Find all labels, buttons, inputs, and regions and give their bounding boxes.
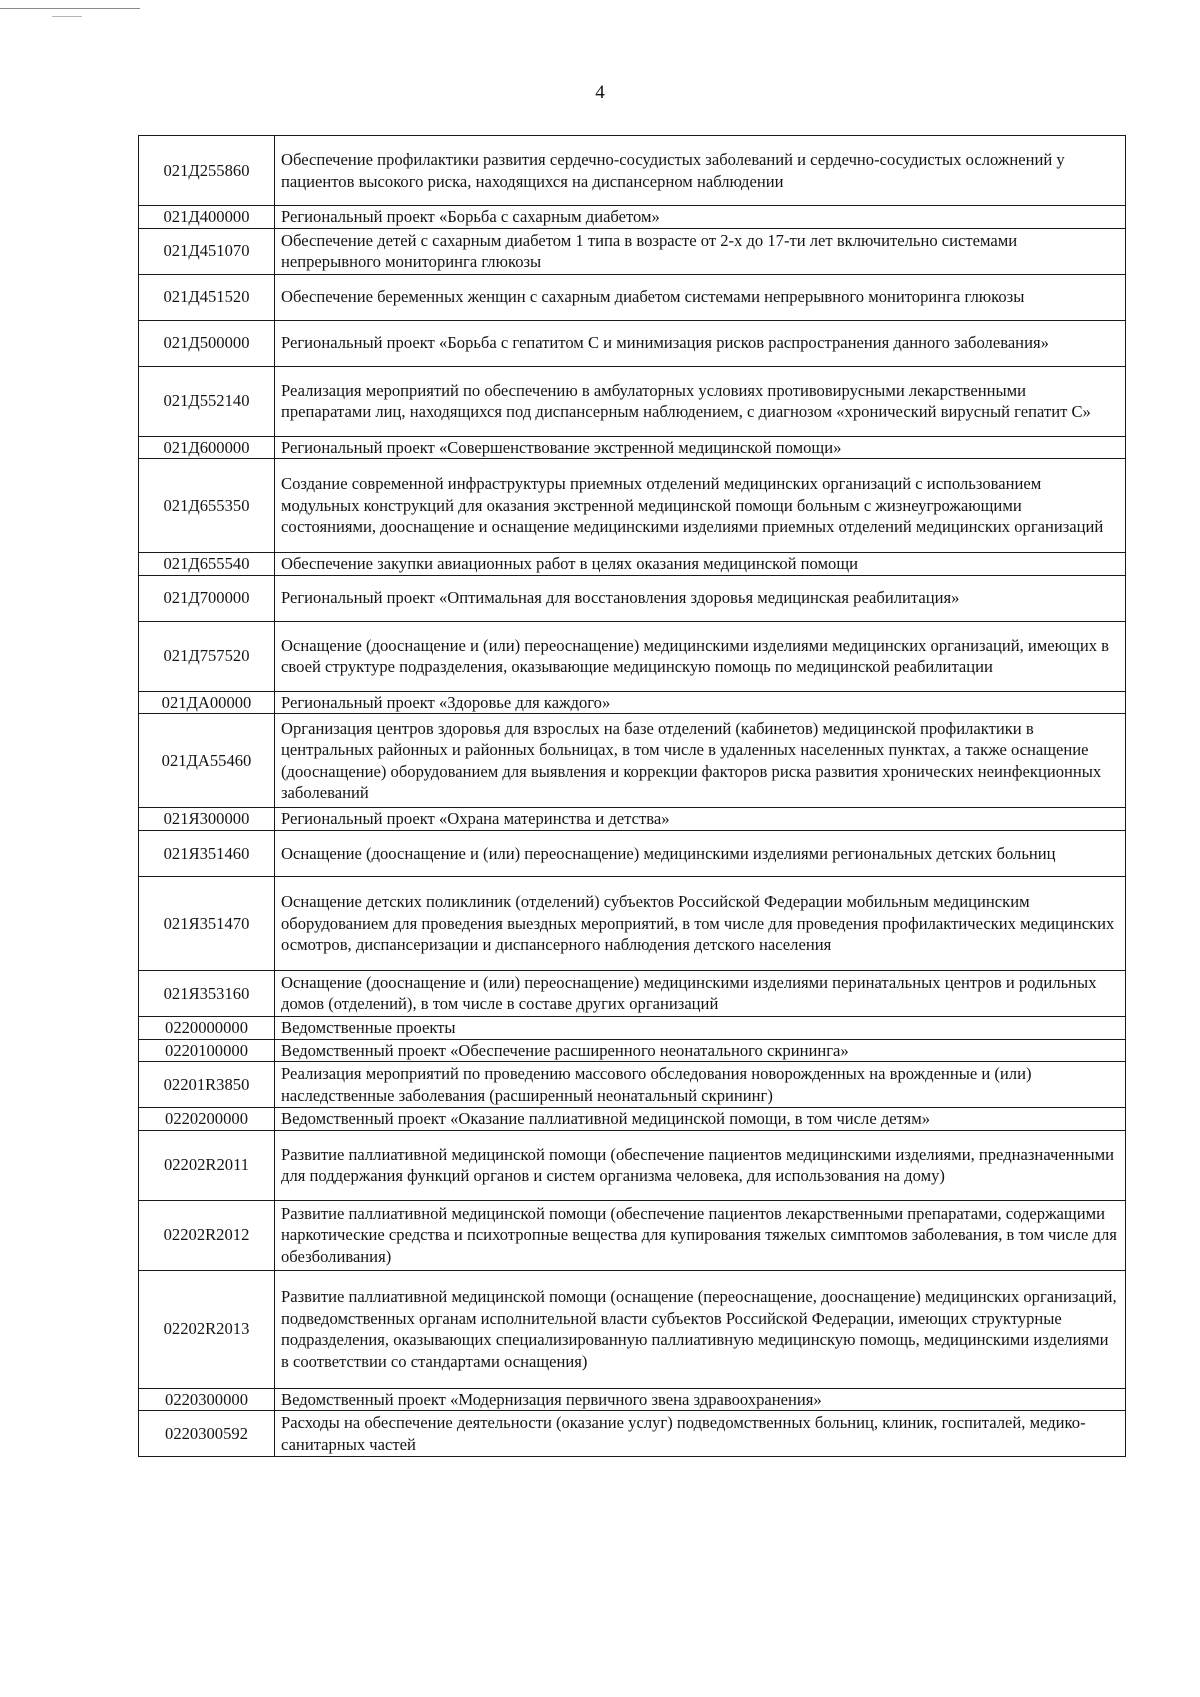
row-code: 021Д451070 — [139, 228, 275, 274]
row-description: Обеспечение профилактики развития сердечно-сосудистых заболеваний и сердечно-сосудистых осложнений у пациентов высокого риска, находящихся на диспансерном наблюдении — [275, 136, 1126, 206]
row-description: Реализация мероприятий по проведению массового обследования новорожденных на врожденные и (или) наследственные заболевания (расширенный неонатальный скрининг) — [275, 1062, 1126, 1108]
row-code: 0220200000 — [139, 1108, 275, 1131]
table-row — [139, 136, 1126, 206]
row-description: Региональный проект «Совершенствование экстренной медицинской помощи» — [275, 436, 1126, 459]
row-code: 021Я353160 — [139, 970, 275, 1016]
row-code: 02202R2013 — [139, 1270, 275, 1388]
row-code: 02201R3850 — [139, 1062, 275, 1108]
table-row — [139, 830, 1126, 876]
table-row — [139, 691, 1126, 714]
table-row — [139, 366, 1126, 436]
row-description: Ведомственные проекты — [275, 1016, 1126, 1039]
row-description: Развитие паллиативной медицинской помощи (обеспечение пациентов лекарственными препаратами, содержащими наркотические средства и психотропные вещества для купирования тяжелых симптомов заболевания, в том числе для обезболивания) — [275, 1200, 1126, 1270]
table-row — [139, 274, 1126, 320]
row-code: 021Д400000 — [139, 206, 275, 229]
row-code: 021Я351470 — [139, 876, 275, 970]
row-description: Оснащение (дооснащение и (или) переоснащение) медицинскими изделиями медицинских организаций, имеющих в своей структуре подразделения, оказывающие медицинскую помощь по медицинской реабилитации — [275, 621, 1126, 691]
row-description: Организация центров здоровья для взрослых на базе отделений (кабинетов) медицинской профилактики в центральных районных и районных больницах, в том числе в удаленных населенных пунктах, а также оснащение (дооснащение) оборудованием для выявления и коррекции факторов риска развития хронических неинфекционных заболеваний — [275, 714, 1126, 808]
row-description: Оснащение (дооснащение и (или) переоснащение) медицинскими изделиями региональных детских больниц — [275, 830, 1126, 876]
table-row — [139, 1062, 1126, 1108]
row-code: 021Я351460 — [139, 830, 275, 876]
scan-artifact-line — [0, 8, 140, 9]
table-row — [139, 1411, 1126, 1457]
row-description: Региональный проект «Охрана материнства и детства» — [275, 808, 1126, 831]
row-description: Обеспечение закупки авиационных работ в целях оказания медицинской помощи — [275, 553, 1126, 576]
row-code: 021Д600000 — [139, 436, 275, 459]
row-code: 021Д655350 — [139, 459, 275, 553]
row-code: 021Д552140 — [139, 366, 275, 436]
row-description: Обеспечение детей с сахарным диабетом 1 типа в возрасте от 2-х до 17-ти лет включительно системами непрерывного мониторинга глюкозы — [275, 228, 1126, 274]
row-description: Обеспечение беременных женщин с сахарным диабетом системами непрерывного мониторинга глюкозы — [275, 274, 1126, 320]
row-description: Реализация мероприятий по обеспечению в амбулаторных условиях противовирусными лекарственными препаратами лиц, находящихся под диспансерным наблюдением, с диагнозом «хронический вирусный гепатит С» — [275, 366, 1126, 436]
table-row — [139, 228, 1126, 274]
row-code: 0220100000 — [139, 1039, 275, 1062]
table-row — [139, 575, 1126, 621]
row-code: 021ДА00000 — [139, 691, 275, 714]
table-row — [139, 876, 1126, 970]
table-row — [139, 970, 1126, 1016]
table-row — [139, 206, 1126, 229]
row-code: 02202R2012 — [139, 1200, 275, 1270]
row-description: Ведомственный проект «Модернизация первичного звена здравоохранения» — [275, 1388, 1126, 1411]
table-row — [139, 808, 1126, 831]
table-row — [139, 1108, 1126, 1131]
row-description: Региональный проект «Здоровье для каждого» — [275, 691, 1126, 714]
table-body — [139, 136, 1126, 1457]
scan-artifact-mark — [52, 16, 82, 17]
table-row — [139, 1130, 1126, 1200]
row-code: 02202R2011 — [139, 1130, 275, 1200]
row-description: Оснащение детских поликлиник (отделений) субъектов Российской Федерации мобильным медицинским оборудованием для проведения выездных мероприятий, в том числе для проведения профилактических медицинских осмотров, диспансеризации и диспансерного наблюдения детского населения — [275, 876, 1126, 970]
row-code: 021ДА55460 — [139, 714, 275, 808]
table-row — [139, 553, 1126, 576]
table-row — [139, 621, 1126, 691]
table-row — [139, 1016, 1126, 1039]
table-row — [139, 1270, 1126, 1388]
row-code: 0220300000 — [139, 1388, 275, 1411]
row-code: 021Д500000 — [139, 320, 275, 366]
table-row — [139, 436, 1126, 459]
row-description: Региональный проект «Борьба с сахарным диабетом» — [275, 206, 1126, 229]
table-row — [139, 320, 1126, 366]
row-description: Развитие паллиативной медицинской помощи (обеспечение пациентов медицинскими изделиями, предназначенными для поддержания функций органов и систем организма человека, для использования на дому) — [275, 1130, 1126, 1200]
table-row — [139, 1039, 1126, 1062]
table-row — [139, 1200, 1126, 1270]
row-code: 021Д757520 — [139, 621, 275, 691]
page-number: 4 — [595, 82, 605, 103]
row-code: 021Д451520 — [139, 274, 275, 320]
row-description: Региональный проект «Борьба с гепатитом С и минимизация рисков распространения данного заболевания» — [275, 320, 1126, 366]
row-description: Ведомственный проект «Оказание паллиативной медицинской помощи, в том числе детям» — [275, 1108, 1126, 1131]
row-description: Региональный проект «Оптимальная для восстановления здоровья медицинская реабилитация» — [275, 575, 1126, 621]
row-code: 021Я300000 — [139, 808, 275, 831]
table-row — [139, 459, 1126, 553]
row-code: 0220300592 — [139, 1411, 275, 1457]
row-description: Оснащение (дооснащение и (или) переоснащение) медицинскими изделиями перинатальных центров и родильных домов (отделений), в том числе в составе других организаций — [275, 970, 1126, 1016]
row-code: 021Д700000 — [139, 575, 275, 621]
row-description: Расходы на обеспечение деятельности (оказание услуг) подведомственных больниц, клиник, госпиталей, медико-санитарных частей — [275, 1411, 1126, 1457]
row-description: Развитие паллиативной медицинской помощи (оснащение (переоснащение, дооснащение) медицинских организаций, подведомственных органам исполнительной власти субъектов Российской Федерации, имеющих структурные подразделения, оказывающих специализированную паллиативную медицинскую помощь, медицинскими изделиями в соответствии со стандартами оснащения) — [275, 1270, 1126, 1388]
row-description: Ведомственный проект «Обеспечение расширенного неонатального скрининга» — [275, 1039, 1126, 1062]
budget-code-table — [138, 135, 1126, 1457]
row-code: 021Д255860 — [139, 136, 275, 206]
row-description: Создание современной инфраструктуры приемных отделений медицинских организаций с использованием модульных конструкций для оказания экстренной медицинской помощи больным с жизнеугрожающими состояниями, дооснащение и оснащение медицинскими изделиями приемных отделений медицинских организаций — [275, 459, 1126, 553]
table-row — [139, 714, 1126, 808]
row-code: 021Д655540 — [139, 553, 275, 576]
row-code: 0220000000 — [139, 1016, 275, 1039]
table-row — [139, 1388, 1126, 1411]
